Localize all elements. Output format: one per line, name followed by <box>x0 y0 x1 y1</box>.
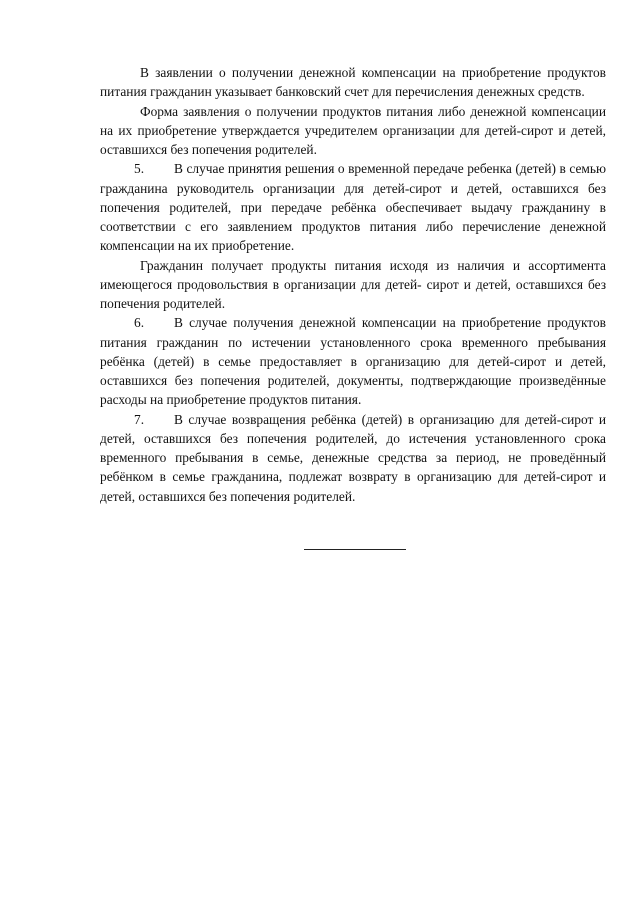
item-number: 7. <box>134 411 145 427</box>
paragraph-item-6 <box>100 313 606 409</box>
paragraph-text: В заявлении о получении денежной компенсации на приобретение продуктов питания гражданин указывает банковский счет для перечисления денежных средств. <box>100 65 606 100</box>
paragraph-bank-account <box>100 63 606 102</box>
paragraph-item-7 <box>100 410 606 506</box>
paragraph-item-5 <box>100 159 606 255</box>
document-body <box>100 63 606 506</box>
paragraph-text: В случае принятия решения о временной передаче ребенка (детей) в семью гражданина руководитель организации для детей-сирот и детей, оставшихся без попечения родителей, при передаче ребёнка обеспечивает выдачу гражданину в соответствии с его заявлением продуктов питания либо перечисление денежной компенсации на их приобретение. <box>100 161 606 254</box>
item-number: 6. <box>134 315 145 331</box>
paragraph-food-assortment <box>100 256 606 314</box>
paragraph-text: Форма заявления о получении продуктов питания либо денежной компенсации на их приобретение утверждается учредителем организации для детей-сирот и детей, оставшихся без попечения родителей. <box>100 103 606 157</box>
paragraph-application-form <box>100 102 606 160</box>
item-number: 5. <box>134 161 145 177</box>
paragraph-text: Гражданин получает продукты питания исходя из наличия и ассортимента имеющегося продовольствия в организации для детей- сирот и детей, оставшихся без попечения родителей. <box>100 257 606 311</box>
paragraph-text: В случае возвращения ребёнка (детей) в организацию для детей-сирот и детей, оставшихся без попечения родителей, до истечения установленного срока временного пребывания в семье, денежные средства за период, не проведённый ребёнком в семье гражданина, подлежат возврату в организацию для детей-сирот и детей, оставшихся без попечения родителей. <box>100 411 606 504</box>
end-divider-line <box>304 549 406 550</box>
paragraph-text: В случае получения денежной компенсации на приобретение продуктов питания гражданин по истечении установленного срока временного пребывания ребёнка (детей) в семье предоставляет в организацию для детей-сирот и детей, оставшихся без попечения родителей, документы, подтверждающие произведённые расходы на приобретение продуктов питания. <box>100 315 606 408</box>
